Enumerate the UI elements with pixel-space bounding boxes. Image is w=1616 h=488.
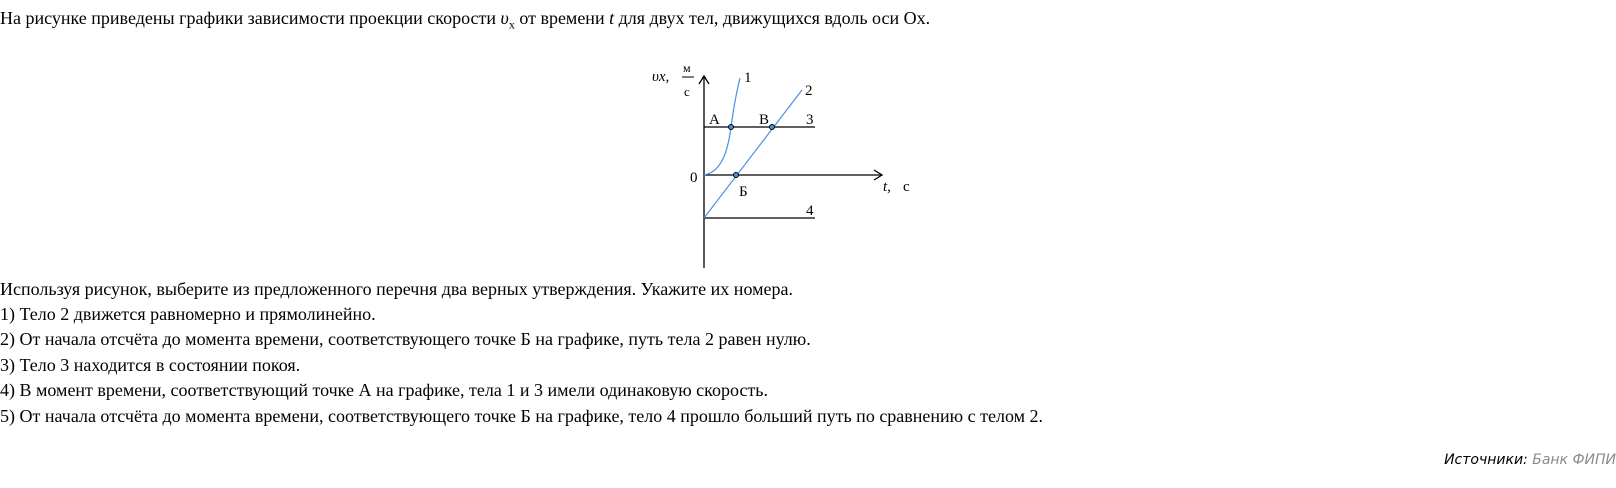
t-symbol: t: [609, 8, 615, 28]
y-axis-label: υx,: [652, 69, 670, 85]
intro-part: На рисунке приведены графики зависимости проекции скорости: [0, 8, 501, 28]
v-subscript: x: [508, 17, 515, 32]
intro-part: от времени: [514, 8, 610, 28]
option-4: 4) В момент времени, соответствующий точке А на графике, тела 1 и 3 имели одинаковую скорость.: [0, 380, 769, 400]
x-unit: с: [903, 179, 910, 195]
source-value[interactable]: Банк ФИПИ: [1532, 452, 1616, 468]
point-a: [729, 125, 734, 130]
line-3-label: 3: [806, 112, 814, 128]
question-text: Используя рисунок, выберите из предложенного перечня два верных утверждения. Укажите их номера.: [0, 279, 793, 299]
y-unit-numerator: м: [683, 61, 691, 75]
option-1: 1) Тело 2 движется равномерно и прямолинейно.: [0, 304, 376, 324]
source-line: [1444, 452, 1616, 468]
graph-line-2: [704, 90, 802, 218]
point-v: [770, 125, 775, 130]
line-1-label: 1: [744, 70, 752, 86]
point-b-label: Б: [739, 184, 748, 200]
point-v-label: В: [759, 112, 770, 128]
v-symbol: υ: [500, 8, 509, 28]
line-2-label: 2: [805, 83, 813, 99]
point-b: [734, 173, 739, 178]
point-a-label: А: [709, 112, 720, 128]
intro-part: для двух тел, движущихся вдоль оси Ox.: [614, 8, 931, 28]
source-label: Источники:: [1444, 452, 1528, 468]
option-3: 3) Тело 3 находится в состоянии покоя.: [0, 355, 301, 375]
origin-label: 0: [690, 170, 698, 186]
option-2: 2) От начала отсчёта до момента времени, соответствующего точке Б на графике, путь тела 2 равен нулю.: [0, 329, 811, 349]
option-5: 5) От начала отсчёта до момента времени, соответствующего точке Б на графике, тело 4 прошло больший путь по сравнению с телом 2.: [0, 406, 1044, 426]
y-unit-denominator: с: [684, 84, 690, 99]
x-axis-label: t,: [883, 179, 891, 195]
line-4-label: 4: [806, 203, 814, 219]
